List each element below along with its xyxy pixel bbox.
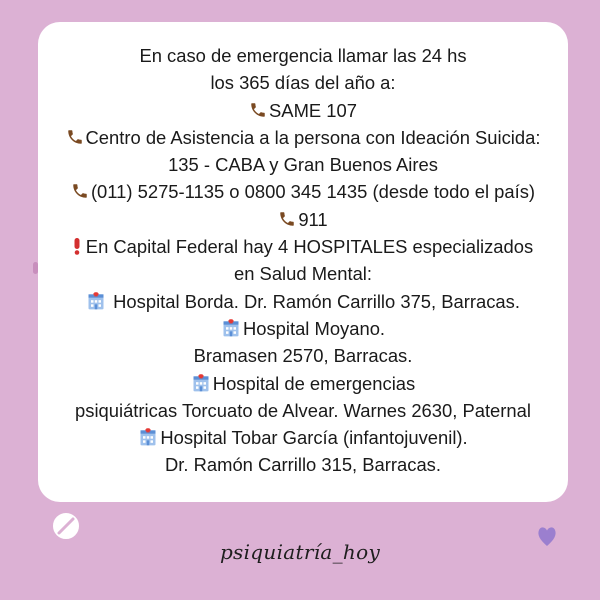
hospital-icon	[86, 291, 106, 311]
hospital-line-text: Hospital Borda. Dr. Ramón Carrillo 375, Barracas.	[108, 290, 520, 312]
phone-icon	[249, 101, 267, 119]
text-line: 135 - CABA y Gran Buenos Aires	[168, 154, 438, 176]
phone-icon	[278, 210, 296, 228]
pill-icon	[52, 512, 80, 540]
phone-line-same	[44, 97, 562, 124]
hospital-line-borda	[44, 288, 562, 315]
hospital-line-text: Hospital Tobar García (infantojuvenil).	[160, 427, 468, 449]
phone-line-text: (011) 5275-1135 o 0800 345 1435 (desde todo el país)	[90, 181, 536, 203]
hospital-line-moyano	[44, 315, 562, 342]
phone-icon	[66, 128, 84, 146]
text-line: psiquiátricas Torcuato de Alvear. Warnes 2630, Paternal	[75, 399, 531, 421]
phone-line-text: 911	[298, 208, 328, 230]
hospital-line-text: Hospital Moyano.	[242, 317, 386, 339]
text-line: en Salud Mental:	[233, 263, 373, 285]
emergency-info-card	[38, 22, 568, 502]
hospital-icon	[191, 373, 211, 393]
alert-line-text: En Capital Federal hay 4 HOSPITALES especializados	[85, 236, 534, 258]
phone-line-911	[44, 206, 562, 233]
alert-line	[44, 233, 562, 260]
hospital-line-tobar	[44, 424, 562, 451]
text-line: Dr. Ramón Carrillo 315, Barracas.	[165, 454, 441, 476]
text-line: Bramasen 2570, Barracas.	[193, 345, 413, 367]
phone-line-text: Centro de Asistencia a la persona con Ideación Suicida:	[85, 126, 541, 148]
hospital-line-alvear	[44, 370, 562, 397]
text-line: los 365 días del año a:	[210, 72, 396, 94]
hospital-line-text: Hospital de emergencias	[212, 372, 416, 394]
exclamation-icon	[73, 237, 81, 255]
phone-line-numbers	[44, 178, 562, 205]
phone-icon	[71, 182, 89, 200]
text-line: En caso de emergencia llamar las 24 hs	[139, 45, 467, 66]
hospital-icon	[138, 427, 158, 447]
brand-signature: psiquiatría_hoy	[219, 540, 381, 564]
hospital-icon	[221, 318, 241, 338]
phone-line-center	[44, 124, 562, 151]
phone-line-text: SAME 107	[269, 99, 357, 121]
